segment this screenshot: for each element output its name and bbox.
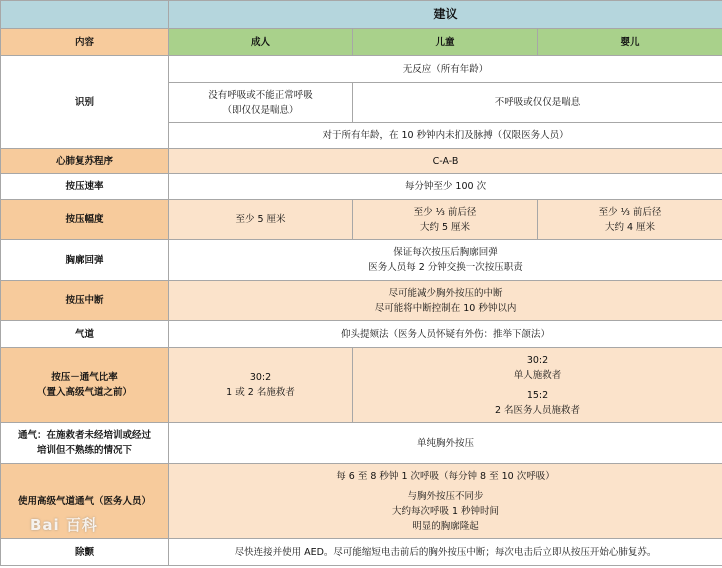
rate-value: 每分钟至少 100 次: [169, 174, 722, 200]
header-adult: 成人: [169, 29, 353, 56]
row-label-untrained: [1, 423, 169, 464]
row-label-recoil: 胸廓回弹: [1, 240, 169, 281]
depth-infant-line2: 大约 4 厘米: [604, 221, 656, 233]
identify-adult-line2: （即仅仅是喘息）: [222, 104, 299, 116]
untrained-label-line1: 通气：在施救者未经培训或经过: [17, 430, 151, 441]
header-suggestion: 建议: [169, 1, 722, 29]
row-label-rate: 按压速率: [1, 174, 169, 200]
identify-adult-line1: 没有呼吸或不能正常呼吸: [208, 89, 313, 101]
ratio-adult-line2: 1 或 2 名施救者: [226, 387, 295, 398]
ratio-child-line4: 2 名医务人员施救者: [494, 404, 581, 416]
advanced-value: [169, 464, 722, 539]
row-label-sequence: 心肺复苏程序: [1, 149, 169, 174]
untrained-label-line2: 培训但不熟练的情况下: [36, 445, 132, 456]
depth-child-line2: 大约 5 厘米: [419, 221, 471, 233]
depth-child: [353, 200, 538, 240]
depth-child-line1: 至少 ⅓ 前后径: [413, 206, 477, 218]
depth-infant-line1: 至少 ⅓ 前后径: [598, 206, 662, 218]
header-corner: [1, 1, 169, 29]
identify-adult: [169, 83, 353, 123]
identify-child-infant: 不呼吸或仅仅是喘息: [353, 83, 722, 123]
recoil-line2: 医务人员每 2 分钟交换一次按压职责: [368, 262, 523, 273]
sequence-value: C-A-B: [169, 149, 722, 174]
advanced-line1: 每 6 至 8 秒钟 1 次呼吸（每分钟 8 至 10 次呼吸）: [336, 470, 555, 482]
header-infant: 婴儿: [538, 29, 722, 56]
row-label-defib: 除颤: [1, 539, 169, 566]
row-label-advanced: 使用高级气道通气（医务人员）: [1, 464, 169, 539]
interruption-line2: 尽可能将中断控制在 10 秒钟以内: [374, 302, 517, 314]
ratio-adult: [169, 348, 353, 423]
row-label-depth: 按压幅度: [1, 200, 169, 240]
row-label-ratio: [1, 348, 169, 423]
depth-infant: [538, 200, 722, 240]
ratio-adult-line1: 30:2: [249, 372, 272, 383]
ratio-child-line1: 30:2: [526, 354, 549, 366]
recoil-value: [169, 240, 722, 281]
identify-pulse: 对于所有年龄，在 10 秒钟内未扪及脉搏（仅限医务人员）: [169, 123, 722, 149]
row-label-identify: 识别: [1, 56, 169, 149]
recoil-line1: 保证每次按压后胸廓回弹: [393, 247, 498, 258]
row-label-interruption: 按压中断: [1, 281, 169, 321]
untrained-value: 单纯胸外按压: [169, 423, 722, 464]
ratio-child-line2: 单人施救者: [513, 369, 562, 381]
interruption-value: [169, 281, 722, 321]
header-content: 内容: [1, 29, 169, 56]
advanced-line2: 与胸外按压不同步: [407, 490, 484, 502]
ratio-child-line3: 15:2: [526, 389, 549, 401]
interruption-line1: 尽可能减少胸外按压的中断: [388, 287, 503, 299]
defib-value: 尽快连接并使用 AED。尽可能缩短电击前后的胸外按压中断；每次电击后立即从按压开始心肺复苏。: [169, 539, 722, 566]
row-label-airway: 气道: [1, 321, 169, 348]
advanced-line3: 大约每次呼吸 1 秒钟时间: [391, 505, 500, 517]
depth-adult: 至少 5 厘米: [169, 200, 353, 240]
identify-all-ages: 无反应（所有年龄）: [169, 56, 722, 83]
ratio-label-line1: 按压－通气比率: [51, 372, 118, 383]
ratio-child-infant: [353, 348, 722, 423]
airway-value: 仰头提颏法（医务人员怀疑有外伤：推举下颌法）: [169, 321, 722, 348]
baidu-watermark: Bai 百科: [30, 516, 98, 534]
advanced-line4: 明显的胸廓隆起: [412, 520, 479, 532]
ratio-label-line2: （置入高级气道之前）: [36, 387, 132, 398]
header-child: 儿童: [353, 29, 538, 56]
